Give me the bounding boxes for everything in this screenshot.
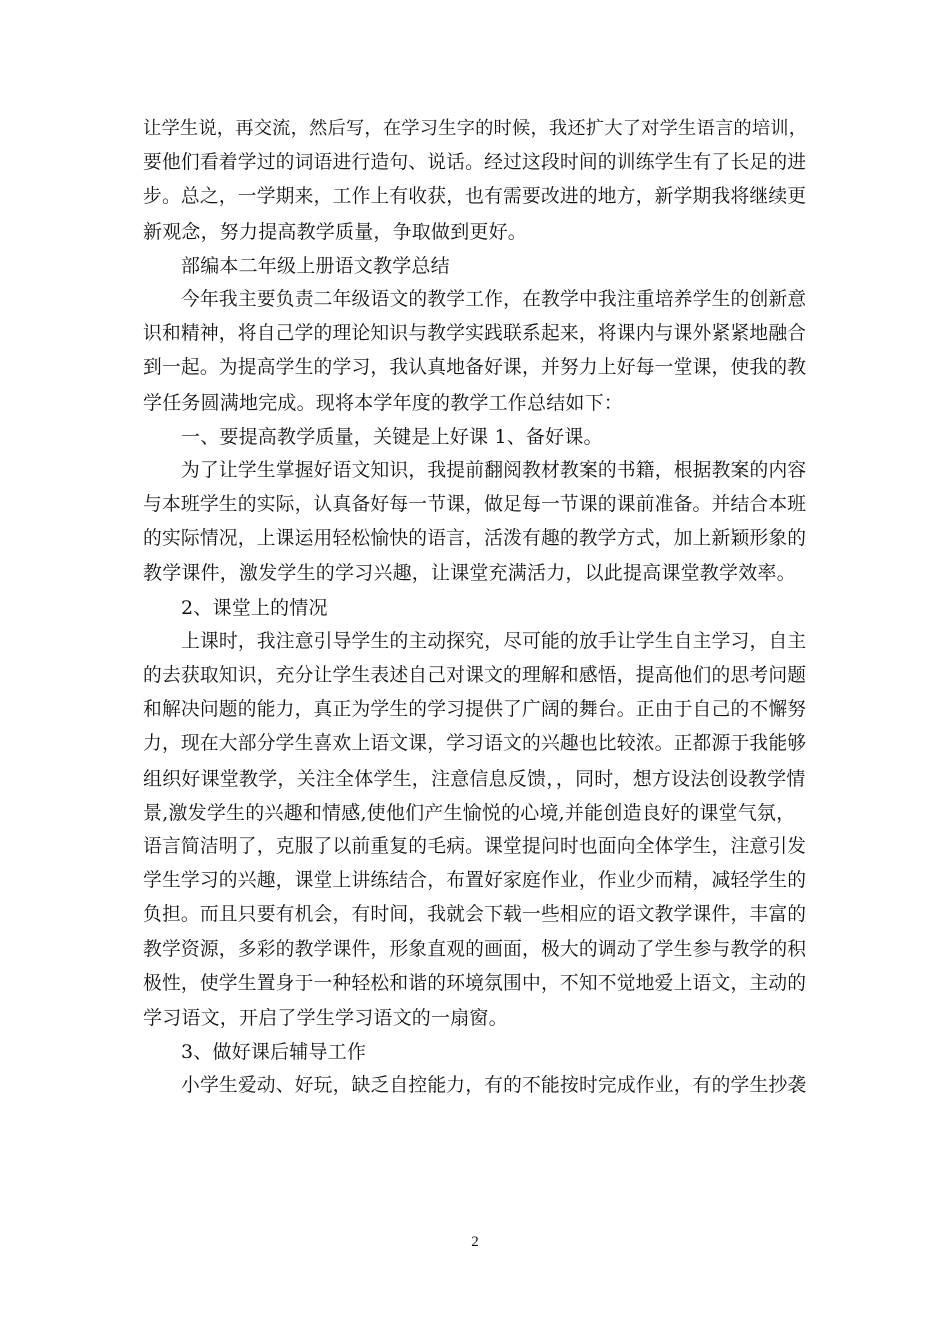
text-line: 学生学习的兴趣，课堂上讲练结合，布置好家庭作业，作业少而精，减轻学生的 xyxy=(143,870,807,892)
text-line: 小学生爱动、好玩，缺乏自控能力，有的不能按时完成作业，有的学生抄袭 xyxy=(181,1075,807,1097)
text-line: 新观念，努力提高教学质量，争取做到更好。 xyxy=(143,220,528,243)
text-line: 极性，使学生置身于一种轻松和谐的环境氛围中，不知不觉地爱上语文，主动的 xyxy=(143,972,807,994)
text-line: 一、要提高教学质量，关键是上好课 1、备好课。 xyxy=(181,425,603,448)
text-line: 今年我主要负责二年级语文的教学工作，在教学中我注重培养学生的创新意 xyxy=(181,288,807,310)
text-line: 的实际情况，上课运用轻松愉快的语言，活泼有趣的教学方式，加上新颖形象的 xyxy=(143,528,807,550)
text-line: 的去获取知识，充分让学生表述自己对课文的理解和感悟，提高他们的思考问题 xyxy=(143,665,807,686)
text-line: 让学生说，再交流，然后写，在学习生字的时候，我还扩大了对学生语言的培训， xyxy=(143,118,808,139)
text-line: 组织好课堂教学，关注全体学生，注意信息反馈，，同时，想方设法创设教学情 xyxy=(143,767,806,790)
page-number: 2 xyxy=(471,1234,479,1250)
text-line: 教学资源，多彩的教学课件，形象直观的画面，极大的调动了学生参与教学的积 xyxy=(143,938,807,960)
text-line: 2、课堂上的情况 xyxy=(181,596,328,619)
text-line: 语言简洁明了，克服了以前重复的毛病。课堂提问时也面向全体学生，注意引发 xyxy=(143,835,807,857)
text-line: 3、做好课后辅导工作 xyxy=(181,1041,367,1064)
text-line: 部编本二年级上册语文教学总结 xyxy=(181,254,450,277)
text-line: 到一起。为提高学生的学习，我认真地备好课，并努力上好每一堂课，使我的教 xyxy=(143,357,807,379)
text-line: 教学课件，激发学生的学习兴趣，让课堂充满活力，以此提高课堂教学效率。 xyxy=(143,562,796,585)
text-line: 景,激发学生的兴趣和情感,使他们产生愉悦的心境,并能创造良好的课堂气氛， xyxy=(143,801,796,824)
document-body xyxy=(143,112,807,1103)
text-line: 学任务圆满地完成。现将本学年度的教学工作总结如下： xyxy=(143,391,624,414)
text-line: 识和精神，将自己学的理论知识与教学实践联系起来，将课内与课外紧紧地融合 xyxy=(143,323,807,345)
text-line: 为了让学生掌握好语文知识，我提前翻阅教材教案的书籍，根据教案的内容 xyxy=(181,459,807,481)
text-line: 步。总之，一学期来，工作上有收获，也有需要改进的地方，新学期我将继续更 xyxy=(143,186,807,208)
text-line: 和解决问题的能力，真正为学生的学习提供了广阔的舞台。正由于自己的不懈努 xyxy=(143,699,807,721)
text-line: 学习语文，开启了学生学习语文的一扇窗。 xyxy=(143,1006,508,1029)
text-line: 负担。而且只要有机会，有时间，我就会下载一些相应的语文教学课件，丰富的 xyxy=(143,904,807,926)
text-line: 上课时，我注意引导学生的主动探究，尽可能的放手让学生自主学习，自主 xyxy=(181,630,807,652)
text-line: 力，现在大部分学生喜欢上语文课，学习语文的兴趣也比较浓。正都源于我能够 xyxy=(143,733,807,755)
text-line: 与本班学生的实际，认真备好每一节课，做足每一节课的课前准备。并结合本班 xyxy=(143,494,807,516)
text-line: 要他们看着学过的词语进行造句、说话。经过这段时间的训练学生有了长足的进 xyxy=(143,152,807,174)
